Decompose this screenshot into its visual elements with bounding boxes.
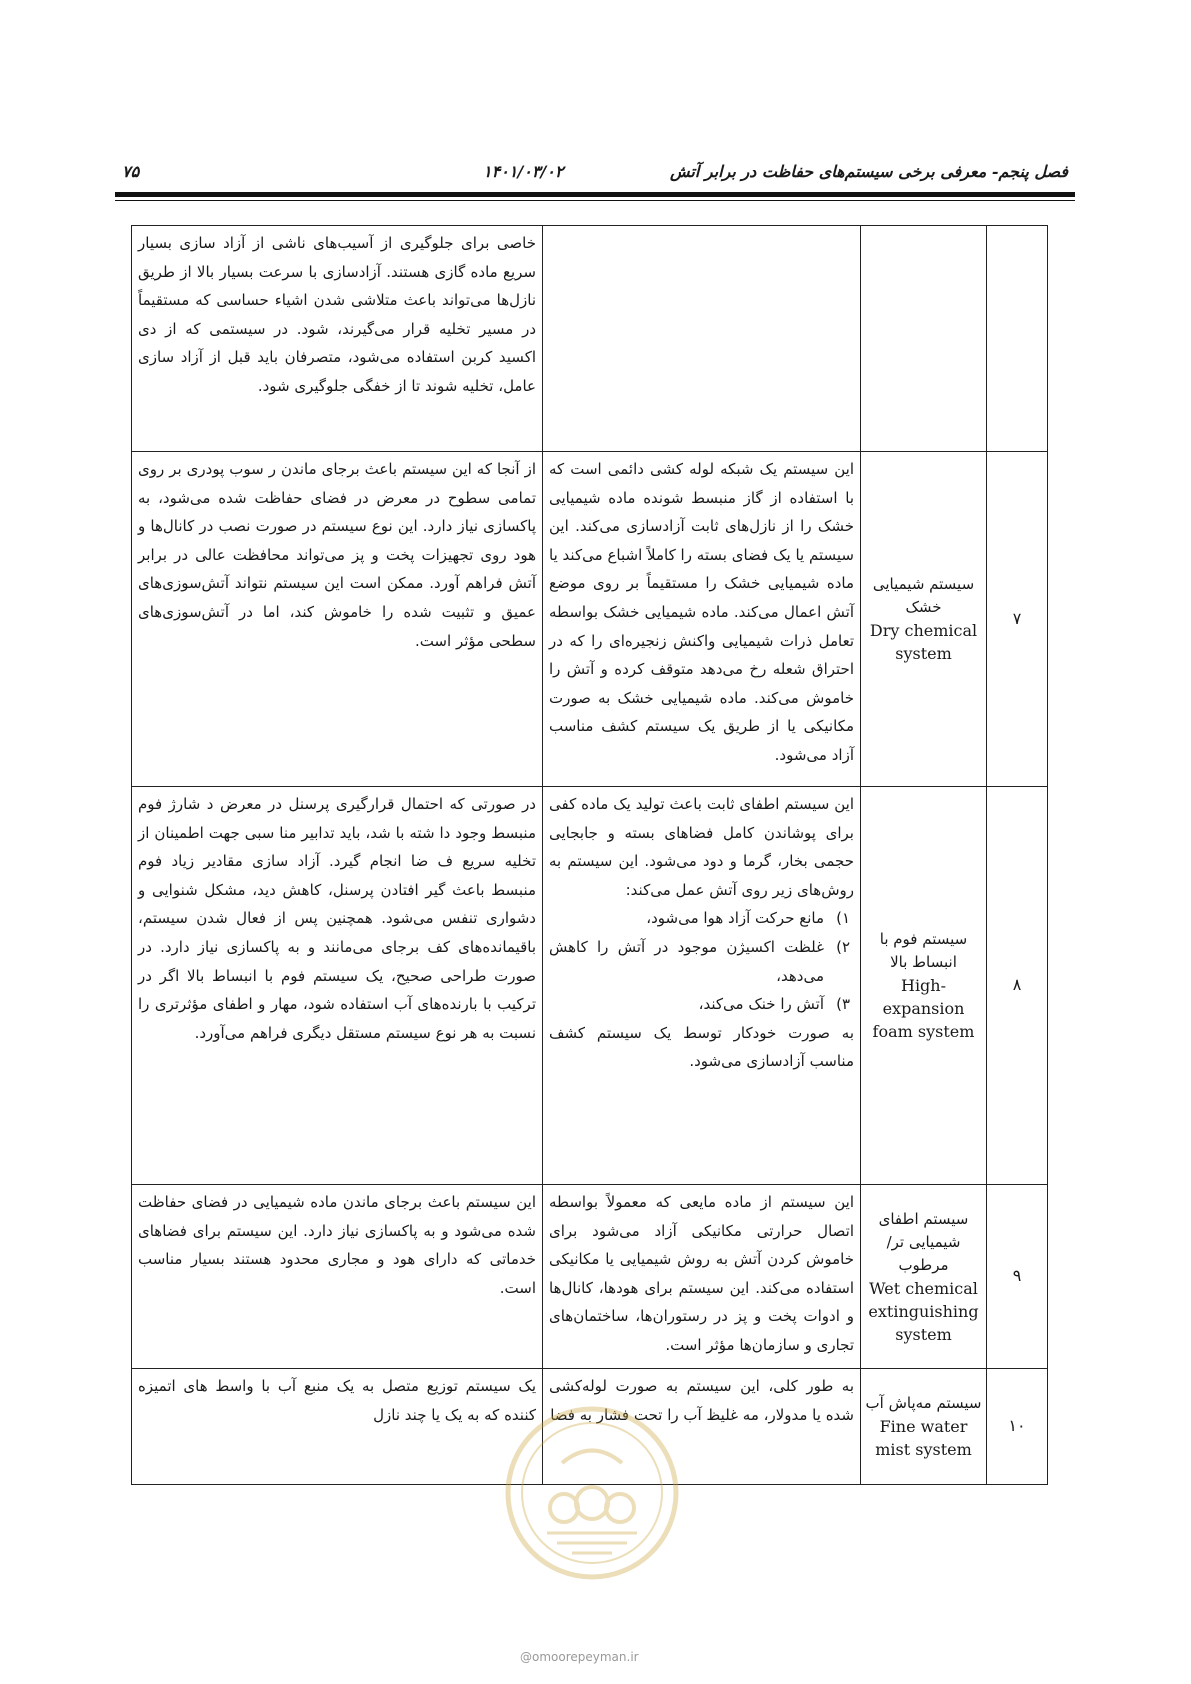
list-text: غلظت اکسیژن موجود در آتش را کاهش می‌دهد، — [549, 937, 824, 985]
system-name-cell — [861, 226, 987, 452]
header-rule-thin — [115, 200, 1075, 201]
notes-cell: این سیستم باعث برجای ماندن ماده شیمیایی در فضای حفاظت شده می‌شود و به پاکسازی نیاز دارد. این سیستم برای فضاهای خدماتی که دارای هود و مجاری محدود هستند بسیار مناسب است. — [132, 1185, 543, 1369]
system-name-cell — [861, 1369, 987, 1485]
system-name-en: High-expansion foam system — [872, 976, 975, 1041]
table-row — [132, 452, 1048, 787]
list-item — [549, 933, 850, 990]
list-item — [549, 990, 850, 1019]
system-name-cell — [861, 787, 987, 1185]
description-cell — [543, 787, 861, 1185]
chapter-title: فصل پنجم- معرفی برخی سیستم‌های حفاظت در برابر آتش — [670, 162, 1068, 181]
system-name-en: Wet chemical extinguishing system — [868, 1278, 979, 1344]
row-number: ۹ — [987, 1185, 1048, 1369]
system-name-fa: سیستم اطفای شیمیایی تر/ مرطوب — [878, 1209, 969, 1274]
page-number: ۷۵ — [122, 162, 140, 181]
list-text: آتش را خنک می‌کند، — [698, 995, 824, 1014]
description-cell: این سیستم یک شبکه لوله کشی دائمی است که با استفاده از گاز منبسط شونده ماده شیمیایی خشک را از نازل‌های ثابت آزادسازی می‌کند. این سیستم یا یک فضای بسته را کاملاً اشباع می‌کند یا ماده شیمیایی خشک را مستقیماً بر روی موضع آتش اعمال می‌کند. ماده شیمیایی خشک بواسطه تعامل ذرات شیمیایی واکنش زنجیره‌ای را که در احتراق شعله رخ می‌دهد متوقف کرده و آتش را خاموش می‌کند. ماده شیمیایی خشک به صورت مکانیکی یا از طریق یک سیستم کشف مناسب آزاد می‌شود. — [543, 452, 861, 787]
description-outro: به صورت خودکار توسط یک سیستم کشف مناسب آزادسازی می‌شود. — [549, 1023, 854, 1071]
notes-cell: خاصی برای جلوگیری از آسیب‌های ناشی از آزاد سازی بسیار سریع ماده گازی هستند. آزادسازی با سرعت بسیار بالا از طریق نازل‌ها می‌تواند باعث متلاشی شدن اشیاء حساسی که مستقیماً در مسیر تخلیه قرار می‌گیرند، شود. در سیستمی که از دی اکسید کربن استفاده می‌شود، متصرفان باید قبل از آزاد سازی عامل، تخلیه شوند تا از خفگی جلوگیری شود. — [132, 226, 543, 452]
table-row — [132, 226, 1048, 452]
notes-cell: در صورتی که احتمال قرارگیری پرسنل در معرض د شارژ فوم منبسط وجود دا شته با شد، باید تدابیر منا سبی جهت اطمینان از تخلیه سریع ف ضا انجام گیرد. آزاد سازی مقادیر زیاد فوم منبسط باعث گیر افتادن پرسنل، کاهش دید، مشکل شنوایی و دشواری تنفس می‌شود. همچنین پس از فعال شدن سیستم، باقیمانده‌های کف برجای می‌مانند و به پاکسازی نیاز دارد. در صورت طراحی صحیح، یک سیستم فوم با انبساط بالا اگر در ترکیب با بارنده‌های آب استفاده شود، مهار و اطفای مؤثرتری را نسبت به هر نوع سیستم مستقل دیگری فراهم می‌آورد. — [132, 787, 543, 1185]
description-cell: به طور کلی، این سیستم به صورت لوله‌کشی شده یا مدولار، مه غلیظ آب را تحت فشار به فضا — [543, 1369, 861, 1485]
fire-systems-table — [131, 225, 1048, 1485]
system-name-cell — [861, 1185, 987, 1369]
description-cell — [543, 226, 861, 452]
system-name-fa: سیستم فوم با انبساط بالا — [879, 930, 968, 971]
system-name-en: Fine water mist system — [875, 1417, 972, 1459]
row-number: ۸ — [987, 787, 1048, 1185]
description-intro: این سیستم اطفای ثابت باعث تولید یک ماده کفی برای پوشاندن کامل فضاهای بسته و جابجایی حجمی بخار، گرما و دود می‌شود. این سیستم به روش‌های زیر روی آتش عمل می‌کند: — [549, 795, 854, 899]
header-date: ۱۴۰۱/۰۳/۰۲ — [483, 162, 564, 181]
list-index: ۳) — [836, 995, 850, 1014]
notes-cell: از آنجا که این سیستم باعث برجای ماندن ر سوب پودری بر روی تمامی سطوح در معرض در فضای حفاظت شده می‌شود، به پاکسازی نیاز دارد. این نوع سیستم در صورت نصب در کانال‌ها و هود روی تجهیزات پخت و پز می‌تواند محافظت عالی در برابر آتش فراهم آورد. ممکن است این سیستم نتواند آتش‌سوزی‌های عمیق و تثبیت شده را خاموش کند، اما در آتش‌سوزی‌های سطحی مؤثر است. — [132, 452, 543, 787]
table-row — [132, 787, 1048, 1185]
methods-list — [549, 904, 854, 1018]
system-name-cell — [861, 452, 987, 787]
system-name-fa: سیستم شیمیایی خشک — [872, 575, 975, 616]
table-row — [132, 1369, 1048, 1485]
watermark-url: @omoorepeyman.ir — [520, 1650, 639, 1664]
list-item — [549, 904, 850, 933]
row-number: ۱۰ — [987, 1369, 1048, 1485]
row-number: ۷ — [987, 452, 1048, 787]
system-name-fa: سیستم مه‌پاش آب — [865, 1394, 982, 1412]
list-index: ۱) — [836, 909, 850, 928]
list-text: مانع حرکت آزاد هوا می‌شود، — [646, 909, 824, 928]
header-rule-thick — [115, 192, 1075, 197]
description-cell: این سیستم از ماده مایعی که معمولاً بواسطه اتصال حرارتی مکانیکی آزاد می‌شود برای خاموش کردن آتش به روش شیمیایی یا مکانیکی استفاده می‌کند. این سیستم برای هودها، کانال‌ها و ادوات پخت و پز در رستوران‌ها، ساختمان‌های تجاری و سازمان‌ها مؤثر است. — [543, 1185, 861, 1369]
table-row — [132, 1185, 1048, 1369]
notes-cell: یک سیستم توزیع متصل به یک منبع آب با واسط های اتمیزه کننده که به یک یا چند نازل — [132, 1369, 543, 1485]
list-index: ۲) — [836, 937, 850, 956]
system-name-en: Dry chemical system — [869, 621, 978, 663]
row-number — [987, 226, 1048, 452]
page-header — [118, 158, 1068, 186]
